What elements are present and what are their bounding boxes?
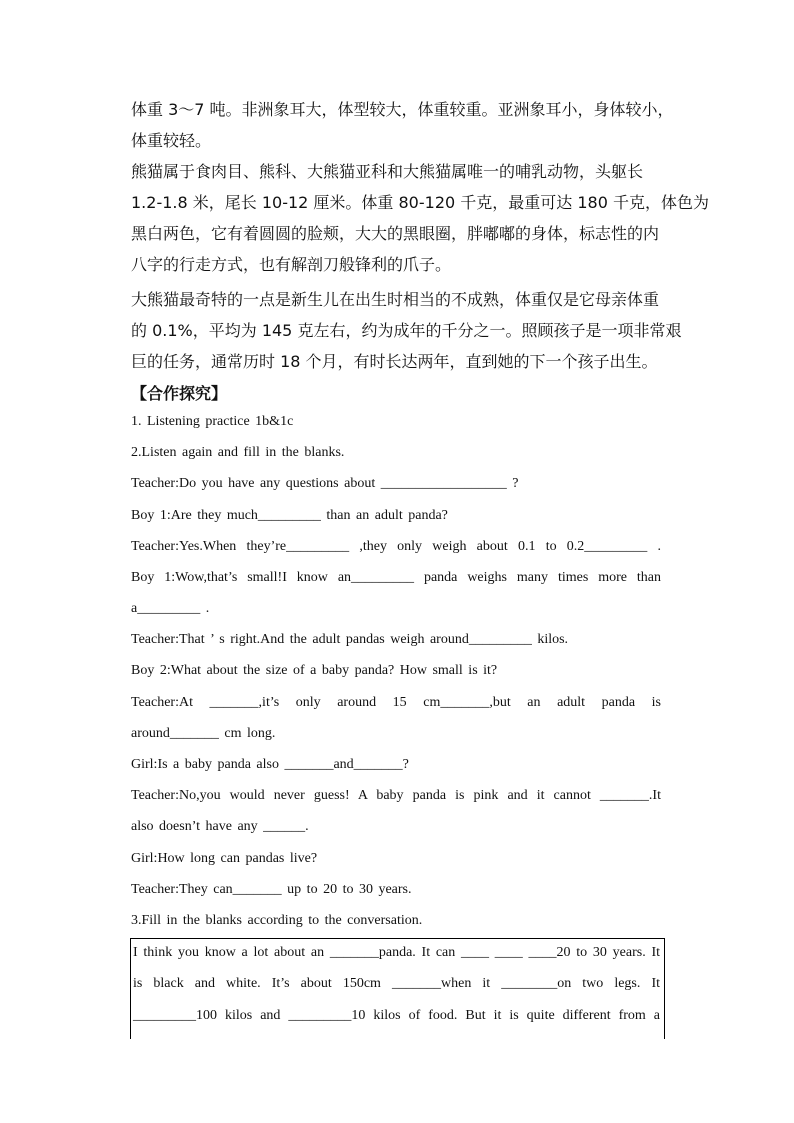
- exercise-line: Teacher:They can_______ up to 20 to 30 years.: [131, 882, 412, 897]
- exercise-line: Girl:How long can pandas live?: [131, 851, 318, 866]
- exercise-line: Teacher:Yes.When they’re_________ ,they only weigh about 0.1 to 0.2_________ .: [131, 539, 661, 554]
- exercise-line: also doesn’t have any ______.: [131, 819, 309, 834]
- section-heading: 【合作探究】: [131, 384, 228, 403]
- exercise-line: 2.Listen again and fill in the blanks.: [131, 445, 345, 460]
- exercise-line: Boy 2:What about the size of a baby panda? How small is it?: [131, 663, 498, 678]
- summary-fill-box: [130, 938, 665, 1039]
- exercise-line: Teacher:No,you would never guess! A baby panda is pink and it cannot _______.It: [131, 788, 661, 803]
- exercise-line: Teacher:That ’ s right.And the adult pandas weigh around_________ kilos.: [131, 632, 569, 647]
- text-line: 黑白两色，它有着圆圆的脸颊，大大的黑眼圈，胖嘟嘟的身体，标志性的内: [131, 224, 660, 243]
- exercise-line: Girl:Is a baby panda also _______and_______?: [131, 757, 409, 772]
- exercise-line: around_______ cm long.: [131, 726, 276, 741]
- text-line: 大熊猫最奇特的一点是新生儿在出生时相当的不成熟，体重仅是它母亲体重: [131, 290, 660, 309]
- exercise-line: Teacher:Do you have any questions about __________________ ?: [131, 476, 519, 491]
- exercise-line: Teacher:At _______,it’s only around 15 cm_______,but an adult panda is: [131, 695, 661, 710]
- paragraph-elephant-weight: [131, 94, 674, 156]
- box-line: is black and white. It’s about 150cm _______when it ________on two legs. It: [133, 976, 660, 991]
- text-line: 的 0.1%，平均为 145 克左右，约为成年的千分之一。照顾孩子是一项非常艰: [131, 321, 682, 340]
- paragraph-baby-panda: [131, 284, 682, 377]
- text-line: 巨的任务，通常历时 18 个月，有时长达两年，直到她的下一个孩子出生。: [131, 352, 658, 371]
- exercise-line: 1. Listening practice 1b&1c: [131, 414, 294, 429]
- paragraph-panda-description: [131, 156, 709, 280]
- exercise-line: Boy 1:Are they much_________ than an adult panda?: [131, 508, 448, 523]
- exercise-line: Boy 1:Wow,that’s small!I know an_________ panda weighs many times more than: [131, 570, 661, 585]
- exercise-line: 3.Fill in the blanks according to the conversation.: [131, 913, 423, 928]
- box-line: _________100 kilos and _________10 kilos of food. But it is quite different from a: [133, 1008, 660, 1023]
- text-line: 1.2-1.8 米，尾长 10-12 厘米。体重 80-120 千克，最重可达 180 千克，体色为: [131, 193, 709, 212]
- text-line: 八字的行走方式，也有解剖刀般锋利的爪子。: [131, 255, 452, 274]
- text-line: 体重 3～7 吨。非洲象耳大，体型较大，体重较重。亚洲象耳小，身体较小，: [131, 100, 674, 119]
- exercise-line: a_________ .: [131, 601, 210, 616]
- text-line: 体重较轻。: [131, 131, 212, 150]
- box-line: I think you know a lot about an _______panda. It can ____ ____ ____20 to 30 years. It: [133, 945, 660, 960]
- text-line: 熊猫属于食肉目、熊科、大熊猫亚科和大熊猫属唯一的哺乳动物，头躯长: [131, 162, 644, 181]
